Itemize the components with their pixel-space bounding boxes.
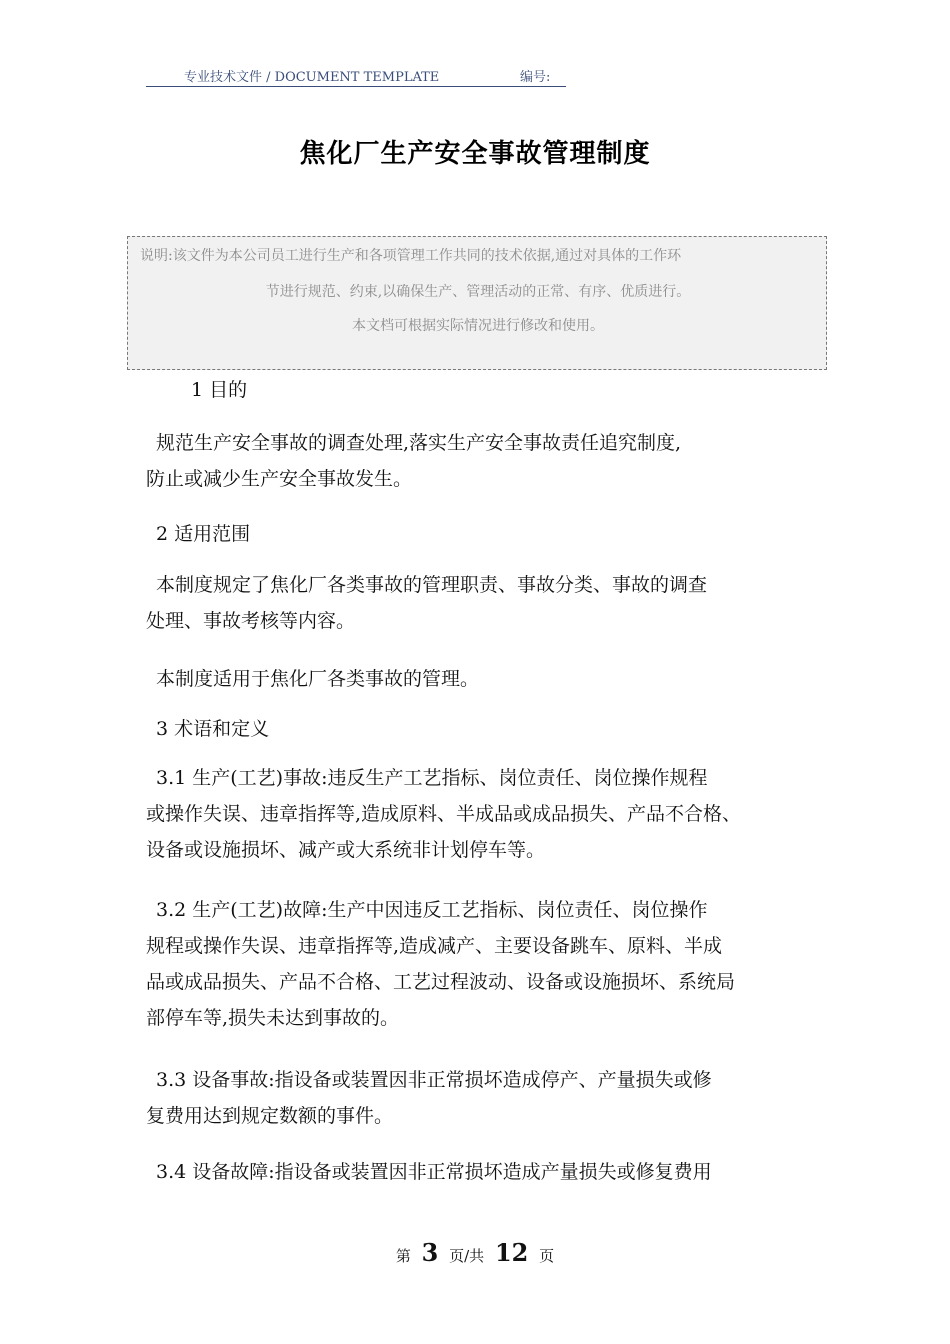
document-title: 焦化厂生产安全事故管理制度 [299, 139, 651, 169]
paragraph-line: 3.3 设备事故:指设备或装置因非正常损坏造成停产、产量损失或修 [156, 1069, 712, 1091]
section-2-paragraph-2: 本制度适用于焦化厂各类事故的管理。 [156, 668, 480, 690]
definition-3-4 [146, 1154, 818, 1190]
document-header [146, 66, 566, 87]
paragraph-line: 设备或设施损坏、减产或大系统非计划停车等。 [146, 839, 546, 861]
paragraph-line: 或操作失误、违章指挥等,造成原料、半成品或成品损失、产品不合格、 [146, 803, 742, 825]
notice-box [127, 236, 827, 370]
section-1-heading: 1 目的 [191, 379, 248, 401]
paragraph-line: 处理、事故考核等内容。 [146, 610, 356, 632]
paragraph-line: 3.4 设备故障:指设备或装置因非正常损坏造成产量损失或修复费用 [156, 1161, 712, 1183]
current-page-number: 3 [421, 1238, 439, 1267]
section-1-paragraph [146, 425, 818, 497]
definition-3-2 [146, 892, 818, 1036]
paragraph-line: 规程或操作失误、违章指挥等,造成减产、主要设备跳车、原料、半成 [146, 935, 723, 957]
paragraph-line: 本制度规定了焦化厂各类事故的管理职责、事故分类、事故的调查 [156, 574, 708, 596]
definition-3-1 [146, 760, 818, 868]
header-label: 专业技术文件 / DOCUMENT TEMPLATE [184, 70, 440, 85]
notice-line-3: 本文档可根据实际情况进行修改和使用。 [352, 318, 604, 334]
paragraph-line: 防止或减少生产安全事故发生。 [146, 468, 413, 490]
notice-line-2: 节进行规范、约束,以确保生产、管理活动的正常、有序、优质进行。 [265, 284, 691, 300]
section-3-heading: 3 术语和定义 [156, 718, 270, 740]
footer-prefix: 第 [395, 1247, 411, 1265]
section-2-heading: 2 适用范围 [156, 523, 251, 545]
total-page-number: 12 [494, 1238, 529, 1267]
footer-suffix: 页 [539, 1247, 555, 1265]
notice-line-1: 说明:该文件为本公司员工进行生产和各项管理工作共同的技术依据,通过对具体的工作环 [140, 248, 682, 264]
section-2-paragraph-1 [146, 567, 818, 639]
paragraph-line: 部停车等,损失未达到事故的。 [146, 1007, 400, 1029]
footer-middle: 页/共 [449, 1247, 485, 1265]
page-footer [0, 1238, 950, 1267]
paragraph-line: 3.2 生产(工艺)故障:生产中因违反工艺指标、岗位责任、岗位操作 [156, 899, 708, 921]
header-number-label: 编号: [520, 70, 551, 85]
paragraph-line: 复费用达到规定数额的事件。 [146, 1105, 394, 1127]
paragraph-line: 3.1 生产(工艺)事故:违反生产工艺指标、岗位责任、岗位操作规程 [156, 767, 708, 789]
paragraph-line: 品或成品损失、产品不合格、工艺过程波动、设备或设施损坏、系统局 [146, 971, 736, 993]
definition-3-3 [146, 1062, 818, 1134]
paragraph-line: 规范生产安全事故的调查处理,落实生产安全事故责任追究制度, [156, 432, 682, 454]
